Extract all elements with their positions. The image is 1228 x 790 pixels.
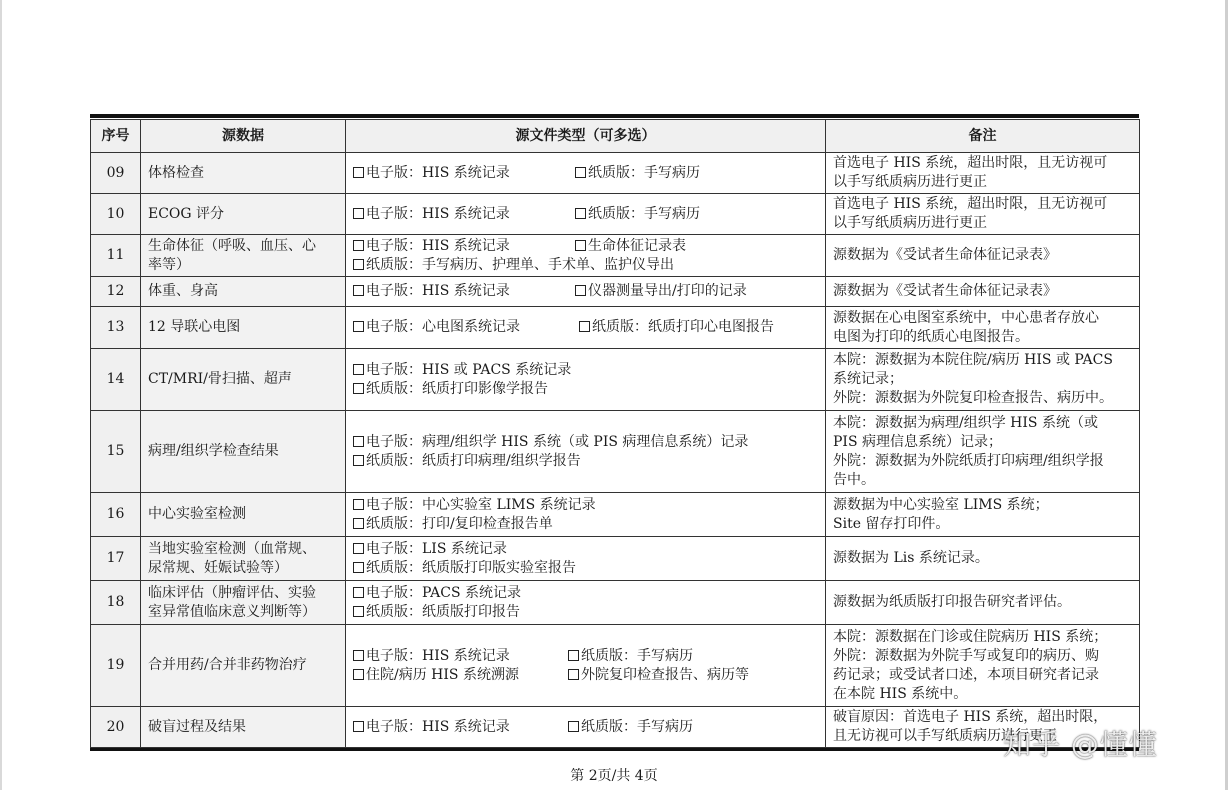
checkbox-label: 电子版：HIS 系统记录 — [366, 237, 510, 254]
source-data-text: 临床评估（肿瘤评估、实验 — [148, 584, 316, 601]
header-note: 备注 — [826, 120, 1140, 153]
row-number: 14 — [91, 349, 141, 411]
file-type-cell — [346, 537, 826, 581]
file-type-cell — [346, 411, 826, 493]
note-text: 外院：源数据为外院手写或复印的病历、购 — [833, 647, 1099, 664]
checkbox-icon[interactable] — [575, 208, 586, 219]
checkbox-icon[interactable] — [353, 606, 364, 617]
source-data-text: 体重、身高 — [148, 283, 218, 299]
table-row — [91, 625, 1140, 707]
checkbox-label: 电子版：病理/组织学 HIS 系统（或 PIS 病理信息系统）记录 — [366, 433, 749, 450]
checkbox-icon[interactable] — [568, 650, 579, 661]
checkbox-option[interactable] — [579, 318, 774, 337]
note-text: 首选电子 HIS 系统，超出时限，且无访视可 — [833, 196, 1108, 212]
checkbox-option[interactable] — [353, 433, 748, 452]
note-cell — [826, 235, 1140, 277]
note-cell — [826, 537, 1140, 581]
checkbox-label: 纸质版：纸质打印病理/组织学报告 — [366, 452, 581, 469]
checkbox-icon[interactable] — [353, 285, 364, 296]
note-text: 电图为打印的纸质心电图报告。 — [833, 328, 1029, 345]
note-text: 本院：源数据在门诊或住院病历 HIS 系统； — [833, 628, 1108, 645]
row-number: 17 — [91, 537, 141, 581]
source-data-cell — [141, 493, 346, 537]
checkbox-icon[interactable] — [575, 285, 586, 296]
source-data-cell — [141, 411, 346, 493]
checkbox-icon[interactable] — [353, 167, 364, 178]
checkbox-icon[interactable] — [353, 321, 364, 332]
checkbox-option[interactable] — [353, 647, 568, 666]
note-text: 外院：源数据为外院纸质打印病理/组织学报 — [833, 452, 1104, 469]
option-line — [353, 361, 818, 380]
source-data-text: 破盲过程及结果 — [148, 718, 246, 735]
table-row — [91, 349, 1140, 411]
source-data-text: 12 导联心电图 — [148, 319, 241, 335]
row-number: 20 — [91, 707, 141, 748]
source-data-cell — [141, 153, 346, 194]
row-number: 10 — [91, 194, 141, 235]
source-data-cell — [141, 707, 346, 748]
file-type-cell — [346, 194, 826, 235]
checkbox-icon[interactable] — [579, 321, 590, 332]
file-type-cell — [346, 235, 826, 277]
checkbox-option[interactable] — [575, 237, 686, 256]
file-type-cell — [346, 307, 826, 349]
checkbox-icon[interactable] — [353, 650, 364, 661]
table-top-rule — [90, 114, 1139, 118]
checkbox-label: 外院复印检查报告、病历等 — [581, 666, 749, 683]
option-line — [353, 584, 818, 603]
note-cell — [826, 349, 1140, 411]
checkbox-icon[interactable] — [353, 208, 364, 219]
table-row — [91, 537, 1140, 581]
row-number: 12 — [91, 277, 141, 307]
table-row — [91, 493, 1140, 537]
checkbox-icon[interactable] — [353, 587, 364, 598]
checkbox-option[interactable] — [353, 540, 507, 559]
header-file-type: 源文件类型（可多选） — [346, 120, 826, 153]
checkbox-option[interactable] — [353, 361, 571, 380]
note-text: Site 留存打印件。 — [833, 515, 950, 532]
source-data-cell — [141, 277, 346, 307]
checkbox-label: 仪器测量导出/打印的记录 — [588, 283, 747, 299]
option-line — [353, 718, 818, 737]
source-data-cell — [141, 307, 346, 349]
row-number: 19 — [91, 625, 141, 707]
source-data-cell — [141, 625, 346, 707]
checkbox-label: 纸质版：纸质打印心电图报告 — [592, 319, 774, 335]
page-footer: 第 2页/共 4页 — [570, 768, 658, 784]
source-data-cell — [141, 349, 346, 411]
option-line — [353, 647, 818, 666]
table-row — [91, 153, 1140, 194]
checkbox-label: 生命体征记录表 — [588, 237, 686, 254]
source-data-text: 当地实验室检测（血常规、 — [148, 540, 316, 557]
source-data-text: 体格检查 — [148, 164, 204, 181]
source-data-text: 中心实验室检测 — [148, 506, 246, 522]
file-type-cell — [346, 277, 826, 307]
checkbox-option[interactable] — [575, 164, 700, 183]
checkbox-label: 纸质版：纸质打印影像学报告 — [366, 380, 548, 397]
note-text: 以手写纸质病历进行更正 — [833, 215, 987, 231]
checkbox-label: 住院/病历 HIS 系统溯源 — [366, 666, 519, 683]
option-line — [353, 380, 818, 399]
option-line — [353, 666, 818, 685]
checkbox-icon[interactable] — [353, 721, 364, 732]
checkbox-icon[interactable] — [353, 518, 364, 529]
row-number: 13 — [91, 307, 141, 349]
note-text: 且无访视可以手写纸质病历进行更正 — [833, 728, 1057, 744]
checkbox-icon[interactable] — [353, 499, 364, 510]
row-number: 16 — [91, 493, 141, 537]
checkbox-icon[interactable] — [353, 562, 364, 573]
source-data-cell — [141, 194, 346, 235]
note-text: 源数据为纸质版打印报告研究者评估。 — [833, 594, 1071, 610]
source-data-text: CT/MRI/骨扫描、超声 — [148, 371, 292, 387]
checkbox-icon[interactable] — [353, 455, 364, 466]
checkbox-option[interactable] — [568, 647, 693, 666]
source-data-cell — [141, 537, 346, 581]
note-text: 本院：源数据为本院住院/病历 HIS 或 PACS — [833, 352, 1113, 368]
source-data-text: 尿常规、妊娠试验等） — [148, 559, 288, 576]
checkbox-option[interactable] — [353, 380, 548, 399]
note-text: 在本院 HIS 系统中。 — [833, 685, 968, 702]
note-text: 源数据为 Lis 系统记录。 — [833, 550, 989, 566]
checkbox-label: 纸质版：手写病历 — [588, 164, 700, 181]
checkbox-option[interactable] — [353, 666, 568, 685]
note-cell — [826, 581, 1140, 625]
checkbox-label: 电子版：心电图系统记录 — [366, 319, 520, 335]
checkbox-label: 电子版：中心实验室 LIMS 系统记录 — [366, 496, 596, 513]
header-source-data: 源数据 — [141, 120, 346, 153]
note-cell — [826, 194, 1140, 235]
checkbox-option[interactable] — [353, 496, 596, 515]
checkbox-label: 纸质版：手写病历 — [588, 205, 700, 222]
checkbox-option[interactable] — [353, 164, 575, 183]
table-row — [91, 411, 1140, 493]
option-line — [353, 515, 818, 534]
checkbox-label: 纸质版：纸质版打印版实验室报告 — [366, 559, 576, 576]
checkbox-label: 纸质版：手写病历、护理单、手术单、监护仪导出 — [366, 256, 674, 273]
note-cell — [826, 625, 1140, 707]
checkbox-option[interactable] — [353, 282, 575, 301]
table-row — [91, 235, 1140, 277]
note-text: 系统记录； — [833, 371, 903, 387]
source-data-text: 生命体征（呼吸、血压、心 — [148, 237, 316, 254]
table-row — [91, 277, 1140, 307]
source-data-text: ECOG 评分 — [148, 205, 225, 222]
checkbox-option[interactable] — [353, 718, 568, 737]
checkbox-icon[interactable] — [568, 721, 579, 732]
row-number: 09 — [91, 153, 141, 194]
option-line — [353, 318, 818, 337]
note-cell — [826, 411, 1140, 493]
note-cell — [826, 277, 1140, 307]
checkbox-icon[interactable] — [353, 259, 364, 270]
page-edge-left — [0, 0, 2, 790]
checkbox-label: 纸质版：手写病历 — [581, 647, 693, 664]
note-cell — [826, 493, 1140, 537]
checkbox-icon[interactable] — [353, 669, 364, 680]
row-number: 18 — [91, 581, 141, 625]
source-data-cell — [141, 235, 346, 277]
note-text: 外院：源数据为外院复印检查报告、病历中。 — [833, 390, 1113, 406]
table-row — [91, 307, 1140, 349]
checkbox-label: 纸质版：手写病历 — [581, 718, 693, 735]
file-type-cell — [346, 493, 826, 537]
checkbox-option[interactable] — [353, 584, 521, 603]
option-line — [353, 237, 818, 256]
note-text: PIS 病理信息系统）记录； — [833, 433, 1002, 450]
note-text: 首选电子 HIS 系统，超出时限，且无访视可 — [833, 155, 1108, 171]
source-data-cell — [141, 581, 346, 625]
checkbox-option[interactable] — [353, 205, 575, 224]
checkbox-icon[interactable] — [353, 383, 364, 394]
option-line — [353, 433, 818, 452]
table-body — [91, 153, 1140, 748]
note-text: 源数据为《受试者生命体征记录表》 — [833, 283, 1057, 299]
source-data-text: 病理/组织学检查结果 — [148, 443, 279, 459]
note-text: 药记录；或受试者口述，本项目研究者记录 — [833, 666, 1099, 683]
checkbox-option[interactable] — [568, 666, 749, 685]
row-number: 15 — [91, 411, 141, 493]
file-type-cell — [346, 349, 826, 411]
checkbox-icon[interactable] — [575, 167, 586, 178]
note-cell — [826, 153, 1140, 194]
checkbox-option[interactable] — [353, 237, 575, 256]
option-line — [353, 559, 818, 578]
checkbox-icon[interactable] — [353, 543, 364, 554]
option-line — [353, 603, 818, 622]
note-text: 告中。 — [833, 471, 875, 488]
checkbox-icon[interactable] — [353, 240, 364, 251]
checkbox-label: 电子版：HIS 系统记录 — [366, 164, 510, 181]
checkbox-option[interactable] — [353, 515, 553, 534]
checkbox-option[interactable] — [575, 282, 747, 301]
header-no: 序号 — [91, 120, 141, 153]
option-line — [353, 256, 818, 275]
option-line — [353, 540, 818, 559]
source-data-text: 室异常值临床意义判断等） — [148, 603, 316, 620]
checkbox-label: 电子版：HIS 系统记录 — [366, 718, 510, 735]
checkbox-label: 电子版：HIS 系统记录 — [366, 647, 510, 664]
checkbox-icon[interactable] — [353, 364, 364, 375]
table-row — [91, 581, 1140, 625]
table-bottom-rule — [90, 748, 1139, 751]
table-row — [91, 194, 1140, 235]
checkbox-label: 纸质版：纸质版打印报告 — [366, 603, 520, 620]
checkbox-option[interactable] — [353, 559, 576, 578]
file-type-cell — [346, 625, 826, 707]
checkbox-label: 电子版：HIS 系统记录 — [366, 205, 510, 222]
file-type-cell — [346, 581, 826, 625]
checkbox-option[interactable] — [353, 318, 579, 337]
option-line — [353, 282, 818, 301]
source-data-text: 合并用药/合并非药物治疗 — [148, 657, 307, 673]
checkbox-label: 纸质版：打印/复印检查报告单 — [366, 515, 553, 532]
note-text: 以手写纸质病历进行更正 — [833, 174, 987, 190]
table-row — [91, 707, 1140, 748]
checkbox-option[interactable] — [575, 205, 700, 224]
checkbox-label: 电子版：PACS 系统记录 — [366, 584, 521, 601]
checkbox-option[interactable] — [353, 256, 674, 275]
option-line — [353, 452, 818, 471]
option-line — [353, 164, 818, 183]
file-type-cell — [346, 707, 826, 748]
checkbox-option[interactable] — [568, 718, 693, 737]
note-text: 本院：源数据为病理/组织学 HIS 系统（或 — [833, 414, 1098, 431]
table-header-row — [91, 120, 1140, 153]
file-type-cell — [346, 153, 826, 194]
checkbox-icon[interactable] — [568, 669, 579, 680]
checkbox-icon[interactable] — [575, 240, 586, 251]
source-data-table — [90, 119, 1140, 748]
option-line — [353, 496, 818, 515]
checkbox-label: 电子版：LIS 系统记录 — [366, 540, 507, 557]
checkbox-label: 电子版：HIS 系统记录 — [366, 283, 510, 299]
checkbox-option[interactable] — [353, 603, 520, 622]
option-line — [353, 205, 818, 224]
note-text: 源数据为《受试者生命体征记录表》 — [833, 247, 1057, 263]
zhihu-watermark: 知乎 @懂懂 — [1003, 728, 1158, 761]
note-text: 源数据在心电图室系统中，中心患者存放心 — [833, 309, 1099, 326]
source-data-text: 率等） — [148, 256, 190, 273]
checkbox-label: 电子版：HIS 或 PACS 系统记录 — [366, 361, 572, 378]
row-number: 11 — [91, 235, 141, 277]
note-text: 源数据为中心实验室 LIMS 系统； — [833, 496, 1049, 513]
checkbox-option[interactable] — [353, 452, 581, 471]
note-text: 破盲原因：首选电子 HIS 系统，超出时限， — [833, 709, 1108, 725]
checkbox-icon[interactable] — [353, 436, 364, 447]
note-cell — [826, 307, 1140, 349]
